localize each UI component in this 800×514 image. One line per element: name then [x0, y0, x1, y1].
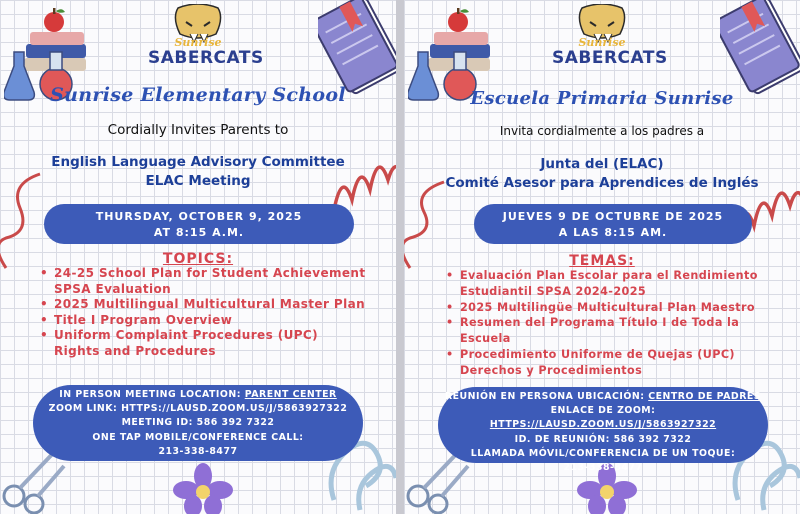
invitation-line: Cordially Invites Parents to: [107, 122, 289, 138]
location-value: CENTRO DE PADRES: [648, 391, 762, 402]
date-banner: [44, 204, 354, 244]
topic-item: • 2025 Multilingüe Multicultural Plan Maestro: [444, 300, 784, 316]
committee-line1: Junta del (ELAC): [540, 156, 664, 172]
topics-list: [38, 266, 368, 359]
committee-line2: Comité Asesor para Aprendices de Inglés: [445, 175, 759, 191]
committee-line1: English Language Advisory Committee: [51, 154, 345, 170]
date-banner: [474, 204, 752, 244]
flower-icon: [168, 462, 238, 514]
call-label: LLAMADA MÓVIL/CONFERENCIA DE UN TOQUE:: [470, 447, 736, 459]
zoom-link[interactable]: HTTPS://LAUSD.ZOOM.US/J/5863927322: [121, 403, 348, 415]
topic-item: • Resumen del Programa Título I de Toda la Escuela: [444, 315, 784, 347]
topics-heading: TEMAS:: [569, 253, 635, 269]
topic-item: • Evaluación Plan Escolar para el Rendimiento Estudiantil SPSA 2024-2025: [444, 268, 784, 300]
meeting-info-banner: [438, 387, 768, 474]
meeting-id: ID. DE REUNIÓN: 586 392 7322: [514, 433, 692, 445]
date-line1: THURSDAY, OCTOBER 9, 2025: [95, 210, 303, 223]
brand-line1: Sunrise: [578, 36, 626, 49]
school-name: Sunrise Elementary School: [50, 84, 346, 106]
invitation-line: Invita cordialmente a los padres a: [499, 124, 705, 138]
zoom-line: [438, 404, 768, 432]
topic-item: • Title I Program Overview: [38, 313, 368, 329]
date-line1: JUEVES 9 DE OCTUBRE DE 2025: [502, 210, 724, 223]
topic-item: • Uniform Complaint Procedures (UPC) Rights and Procedures: [38, 328, 368, 359]
committee-line2: ELAC Meeting: [145, 173, 251, 189]
page-divider: [396, 0, 404, 514]
zoom-label: ENLACE DE ZOOM:: [550, 405, 656, 417]
meeting-info-banner: [33, 385, 363, 461]
topics-list: [444, 268, 784, 379]
brand-line1: Sunrise: [174, 36, 222, 49]
location-line: [33, 388, 363, 402]
topic-item: • Procedimiento Uniforme de Quejas (UPC) Derechos y Procedimientos: [444, 347, 784, 379]
zoom-label: ZOOM LINK:: [48, 403, 122, 415]
topic-item: • 2025 Multilingual Multicultural Master Plan: [38, 297, 368, 313]
location-value: PARENT CENTER: [244, 389, 337, 400]
location-label: REUNIÓN EN PERSONA UBICACIÓN:: [444, 391, 649, 402]
flyer-spanish: [404, 0, 800, 514]
zoom-line: [33, 402, 363, 416]
brand-line2: SABERCATS: [552, 48, 668, 68]
location-line: [438, 390, 768, 404]
zoom-link[interactable]: HTTPS://LAUSD.ZOOM.US/J/5863927322: [489, 419, 717, 431]
date-line2: AT 8:15 A.M.: [153, 226, 245, 239]
location-label: IN PERSON MEETING LOCATION:: [59, 389, 245, 400]
brand-line2: SABERCATS: [148, 48, 264, 68]
date-line2: A LAS 8:15 AM.: [558, 226, 668, 239]
topics-heading: TOPICS:: [162, 251, 234, 267]
call-label: ONE TAP MOBILE/CONFERENCE CALL:: [92, 431, 304, 443]
call-number: 213-338-8477: [563, 462, 643, 474]
meeting-id: MEETING ID: 586 392 7322: [121, 417, 275, 429]
topic-item: • 24-25 School Plan for Student Achievement SPSA Evaluation: [38, 266, 368, 297]
flyer-english: [0, 0, 396, 514]
school-name: Escuela Primaria Sunrise: [470, 88, 734, 109]
call-number: 213-338-8477: [158, 445, 238, 457]
